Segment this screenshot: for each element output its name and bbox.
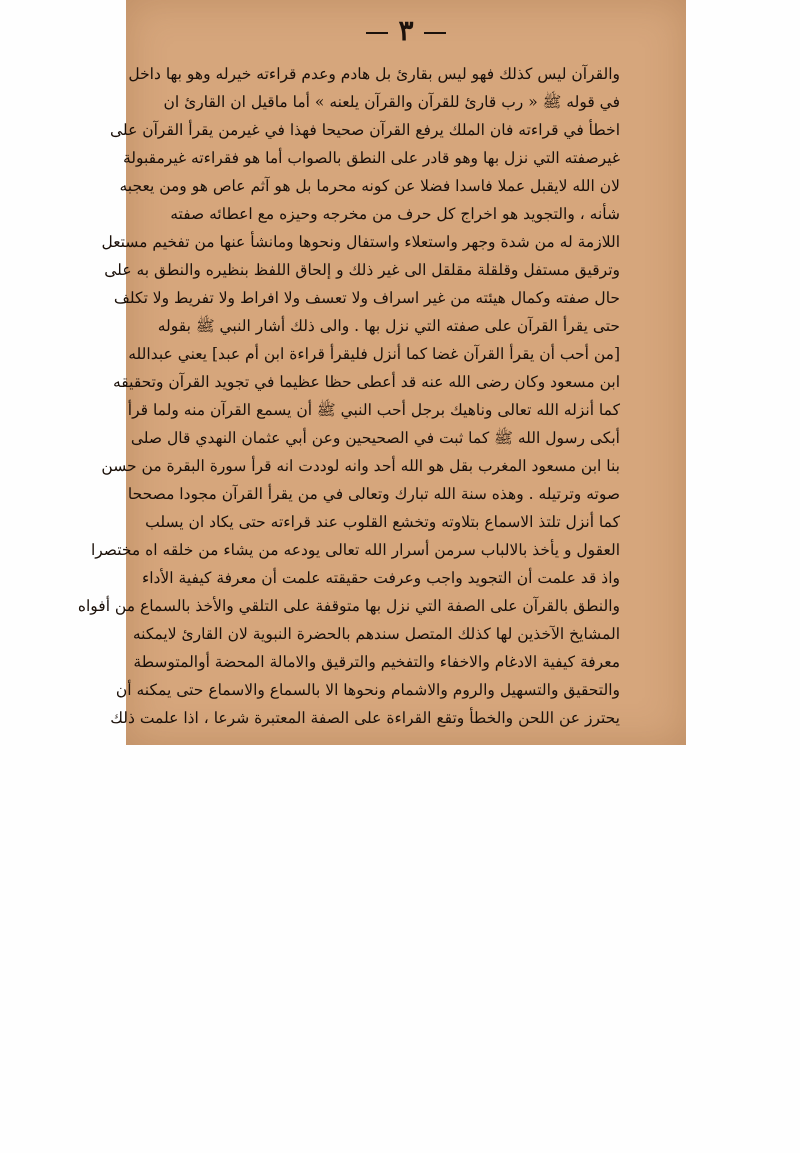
text-line: أبكى رسول الله ﷺ كما ثبت في الصحيحين وعن أبي عثمان النهدي قال صلى [130,429,620,447]
page-number-header [126,14,686,47]
text-line: والقرآن ليس كذلك فهو ليس بقارئ بل هادم وعدم قراءته خيرله وهو بها داخل [128,65,620,83]
left-dash [366,32,388,34]
right-dash [424,32,446,34]
text-line: المشايخ الآخذين لها كذلك المتصل سندهم بالحضرة النبوية لان القارئ لايمكنه [132,625,620,643]
text-line: اخطأ في قراءته فان الملك يرفع القرآن صحيحا فهذا في غيرمن يقرأ القرآن على [110,121,620,139]
text-line: واذ قد علمت أن التجويد واجب وعرفت حقيقته علمت أن معرفة كيفية الأداء [141,569,620,587]
text-line: غيرصفته التي نزل بها وهو قادر على النطق بالصواب أما هو فقراءته غيرمقبولة [122,149,620,167]
text-line: والنطق بالقرآن على الصفة التي نزل بها متوقفة على التلقي والأخذ بالسماع من أفواه [77,597,620,615]
text-line: كما أنزله الله تعالى وناهيك برجل أحب النبي ﷺ أن يسمع القرآن منه ولما قرأ [127,401,620,419]
text-line: وترقيق مستفل وقلقلة مقلقل الى غير ذلك و إلحاق اللفظ بنظيره والنطق به على [104,261,620,279]
text-line: شأنه ، والتجويد هو اخراج كل حرف من مخرجه وحيزه مع اعطائه صفته [170,205,620,223]
text-body [77,60,620,732]
text-line: في قوله ﷺ « رب قارئ للقرآن والقرآن يلعنه » أما ماقيل ان القارئ ان [163,93,620,111]
text-line: لان الله لايقبل عملا فاسدا فضلا عن كونه محرما بل هو آثم عاص هو ومن يعجبه [119,177,620,195]
text-line: معرفة كيفية الادغام والاخفاء والتفخيم والترقيق والامالة المحضة أوالمتوسطة [133,653,620,671]
text-line: حال صفته وكمال هيئته من غير اسراف ولا تعسف ولا افراط ولا تفريط ولا تكلف [113,289,620,307]
text-line: [من أحب أن يقرأ القرآن غضا كما أنزل فليقرأ قراءة ابن أم عبد] يعني عبدالله [128,345,620,363]
text-line: والتحقيق والتسهيل والروم والاشمام ونحوها الا بالسماع والاسماع حتى يمكنه أن [115,681,620,699]
text-line: حتى يقرأ القرآن على صفته التي نزل بها . والى ذلك أشار النبي ﷺ بقوله [157,317,620,335]
text-line: بنا ابن مسعود المغرب بقل هو الله أحد وانه لوددت انه قرأ سورة البقرة من حسن [101,457,620,475]
book-page [77,0,686,745]
text-line: العقول و يأخذ بالالباب سرمن أسرار الله تعالى يودعه من يشاء من خلقه اه مختصرا [90,541,620,559]
text-line: صوته وترتيله . وهذه سنة الله تبارك وتعالى في من يقرأ القرآن مجودا مصححا [127,485,620,503]
text-line: ابن مسعود وكان رضى الله عنه قد أعطى حظا عظيما في تجويد القرآن وتحقيقه [113,373,620,391]
text-line: يحترز عن اللحن والخطأ وتقع القراءة على الصفة المعتبرة شرعا ، اذا علمت ذلك [110,709,620,727]
text-line: كما أنزل تلتذ الاسماع بتلاوته وتخشع القلوب عند قراءته حتى يكاد ان يسلب [145,513,620,531]
page-number: ٣ [398,14,414,47]
text-line: اللازمة له من شدة وجهر واستعلاء واستفال ونحوها ومانشأ عنها من تفخيم مستعل [101,233,620,251]
